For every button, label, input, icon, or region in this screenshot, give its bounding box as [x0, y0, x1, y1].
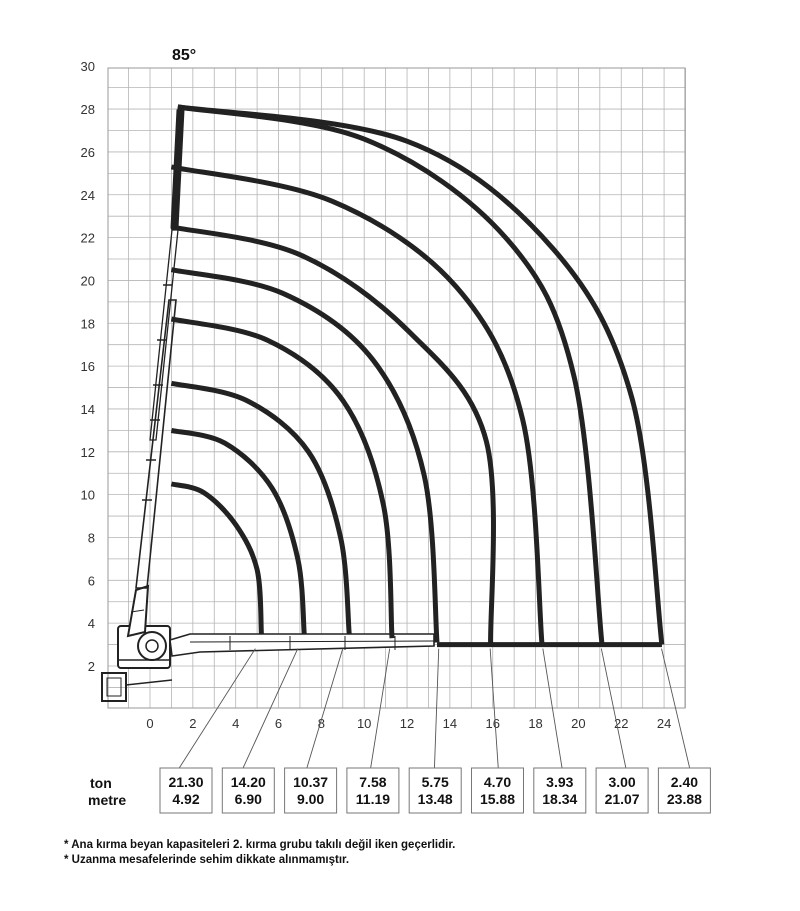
load-metre-value: 13.48 [417, 791, 453, 807]
x-tick-label: 12 [399, 716, 415, 731]
footnote-1: * Ana kırma beyan kapasiteleri 2. kırma grubu takılı değil iken geçerlidir. [64, 839, 456, 851]
load-ton-value: 2.40 [670, 774, 699, 790]
y-tick-label: 8 [87, 530, 95, 546]
x-tick-label: 10 [356, 716, 372, 731]
y-tick-label: 2 [87, 659, 95, 674]
metre-row-label: metre [88, 792, 127, 808]
load-curve [171, 227, 493, 645]
load-ton-value: 14.20 [230, 774, 266, 790]
load-ton-value: 7.58 [359, 774, 387, 790]
load-ton-value: 5.75 [421, 774, 449, 790]
x-tick-label: 0 [146, 716, 154, 731]
load-metre-value: 6.90 [234, 791, 262, 807]
load-curve [171, 319, 392, 638]
y-tick-label: 18 [80, 316, 95, 332]
x-tick-label: 20 [571, 716, 586, 731]
load-ton-value: 3.93 [546, 774, 574, 790]
load-ton-value: 10.37 [293, 774, 329, 790]
y-tick-label: 20 [80, 273, 95, 289]
x-tick-label: 6 [274, 716, 283, 731]
x-tick-label: 2 [189, 716, 197, 731]
x-tick-label: 4 [232, 716, 240, 731]
load-curves [171, 107, 662, 645]
load-metre-value: 4.92 [172, 791, 200, 807]
ton-row-label: ton [90, 775, 112, 791]
footnote-2: * Uzanma mesafelerinde sehim dikkate alınmamıştır. [64, 854, 350, 866]
y-tick-label: 26 [80, 144, 95, 160]
y-tick-label: 14 [80, 401, 95, 417]
load-curve [171, 167, 542, 645]
x-tick-label: 14 [442, 716, 458, 731]
y-tick-label: 6 [87, 573, 95, 589]
x-tick-label: 24 [656, 716, 672, 731]
x-tick-label: 16 [485, 716, 500, 731]
boom-angle-label: 85° [172, 47, 197, 64]
load-ton-value: 21.30 [168, 774, 204, 790]
load-ton-value: 4.70 [483, 774, 512, 790]
y-tick-label: 30 [80, 59, 95, 75]
footnotes [64, 838, 784, 868]
load-metre-value: 11.19 [355, 791, 391, 807]
crane-illustration [102, 110, 434, 701]
y-tick-label: 10 [80, 487, 95, 503]
x-tick-label: 18 [528, 716, 543, 731]
load-curve [178, 107, 662, 645]
x-tick-label: 22 [614, 716, 629, 731]
load-metre-value: 21.07 [604, 791, 640, 807]
y-tick-label: 22 [80, 230, 95, 246]
y-tick-label: 16 [80, 359, 95, 375]
y-tick-label: 12 [80, 444, 95, 460]
y-tick-label: 28 [80, 102, 95, 118]
y-tick-label: 24 [80, 187, 95, 203]
load-metre-value: 9.00 [296, 791, 325, 807]
load-metre-value: 23.88 [666, 791, 702, 807]
load-ton-value: 3.00 [608, 774, 636, 790]
x-tick-label: 8 [317, 716, 325, 731]
y-tick-label: 4 [87, 616, 95, 632]
load-metre-value: 15.88 [479, 791, 516, 807]
load-table [160, 768, 710, 813]
load-metre-value: 18.34 [542, 791, 578, 807]
